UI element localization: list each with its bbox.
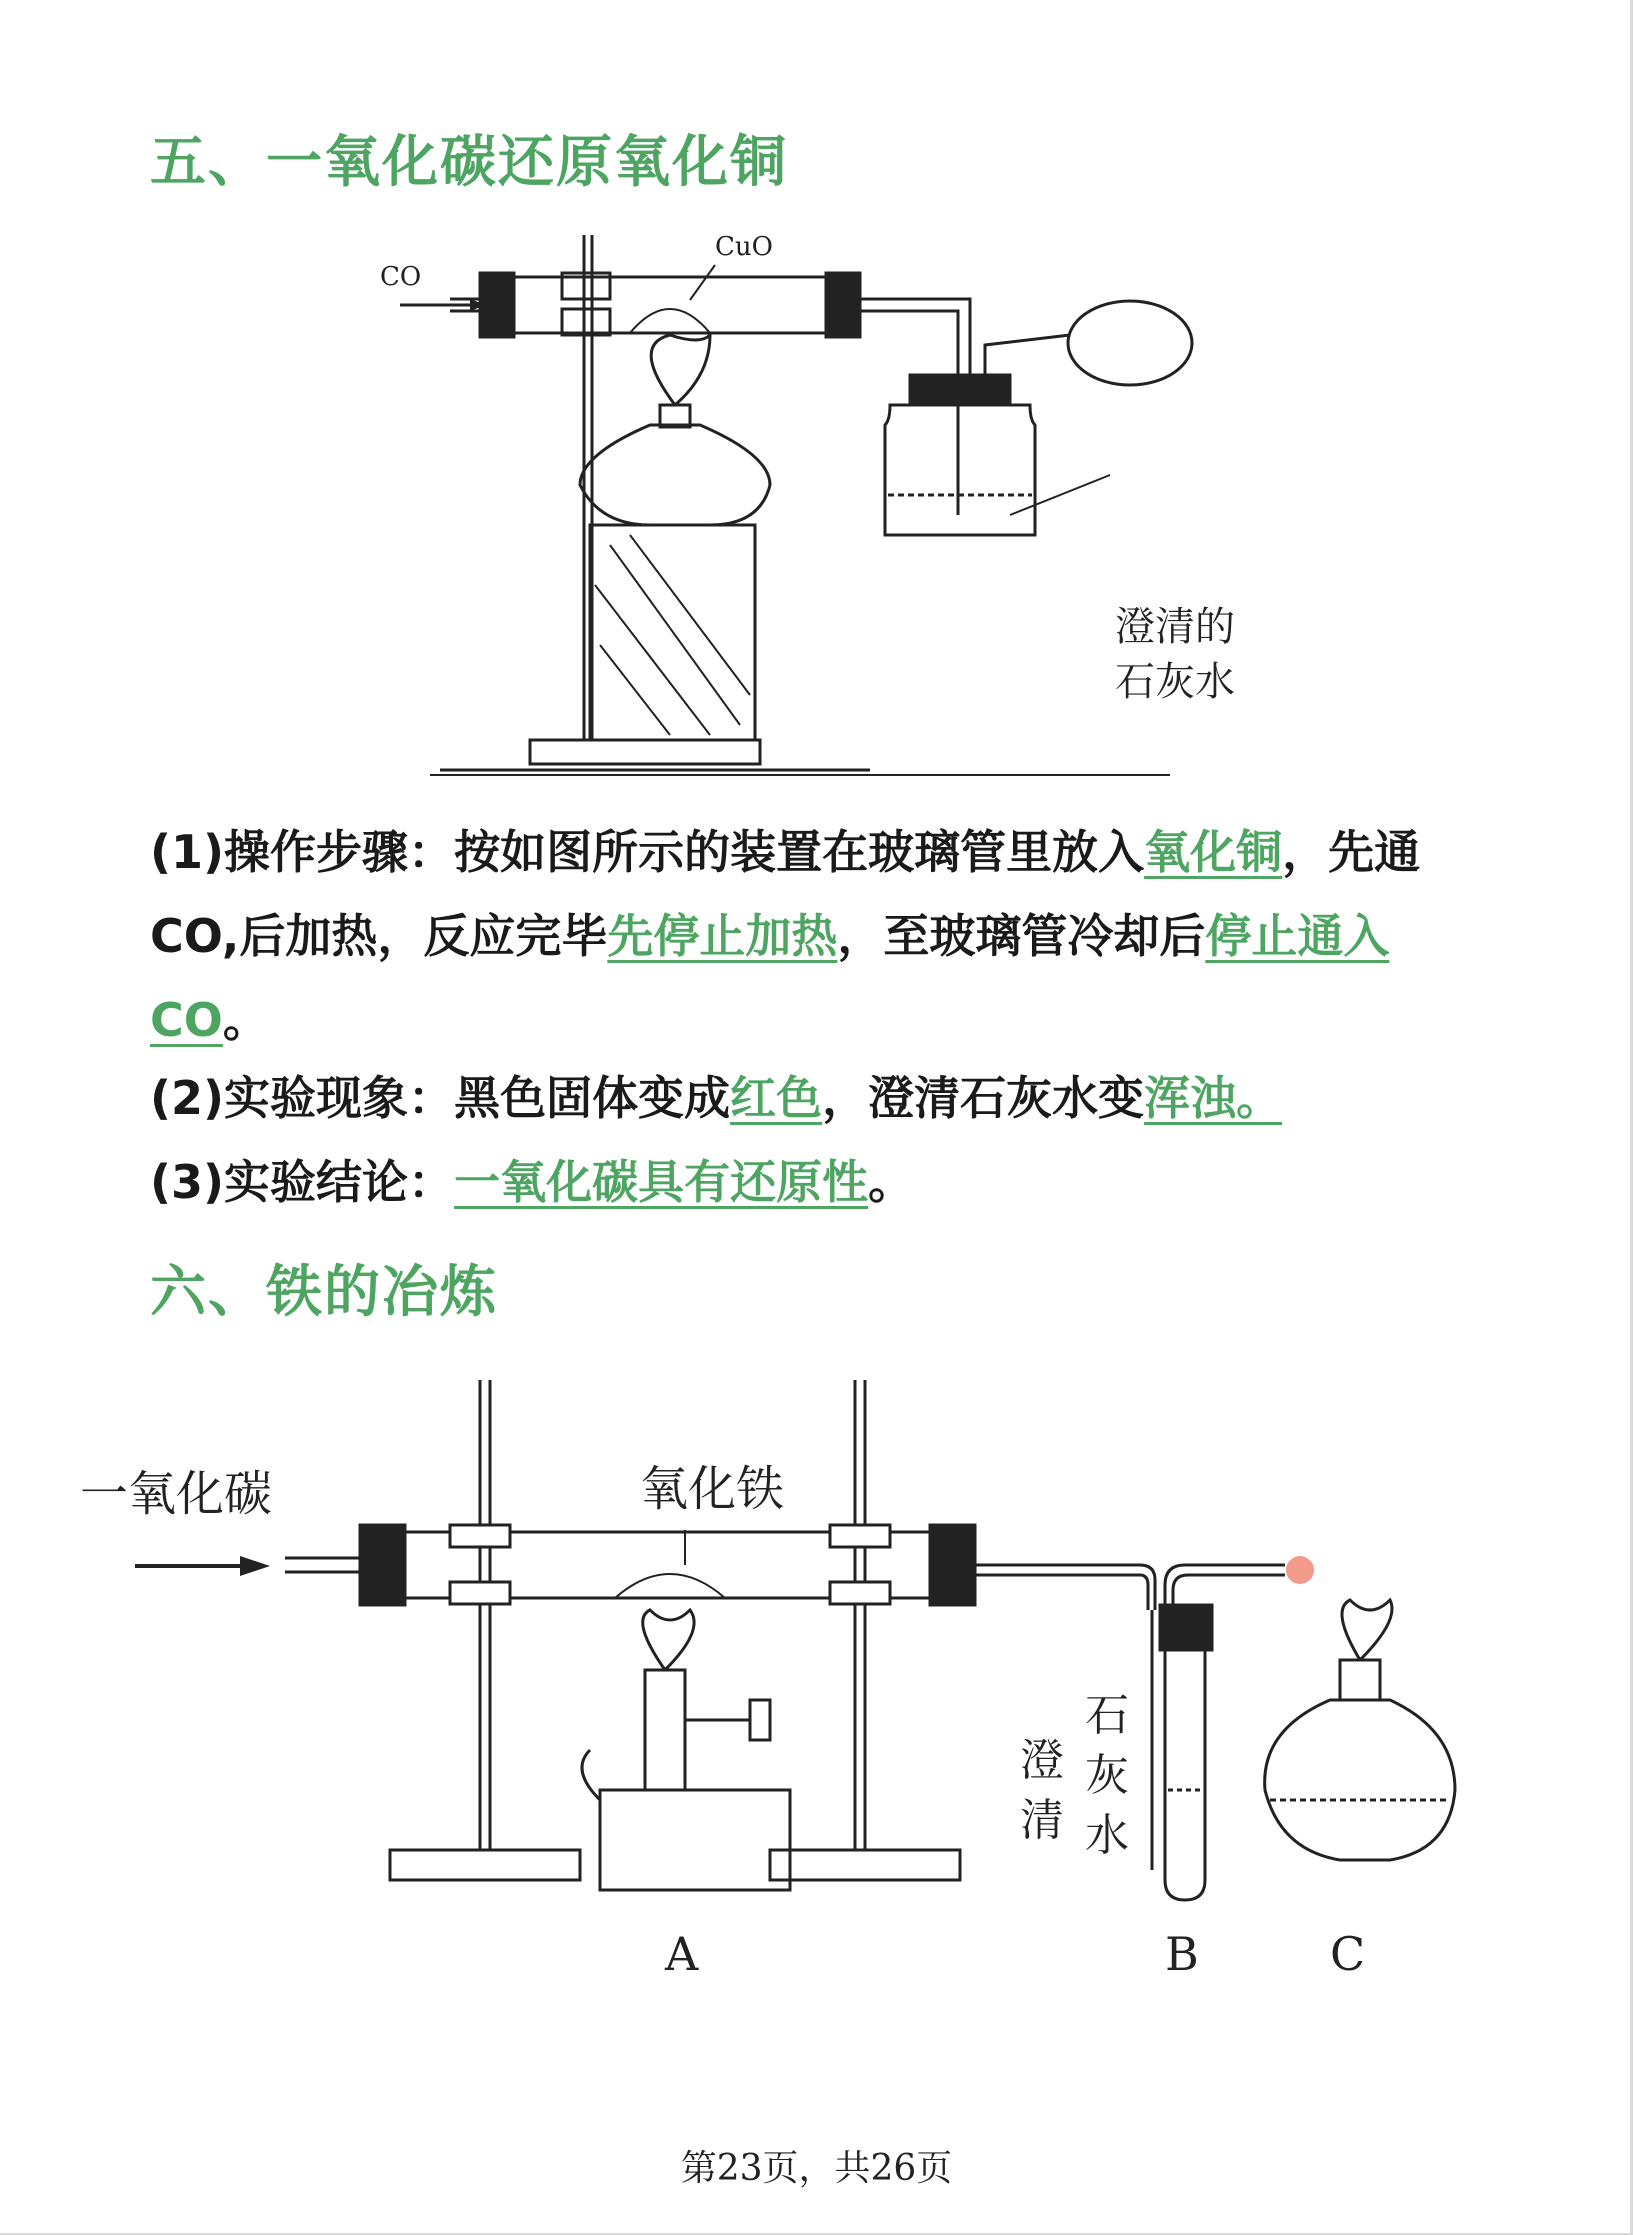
limewater-char-3: 水 [1085,1810,1129,1861]
steps-label: (1)操作步骤： [150,825,455,879]
answer-red: 红色 [730,1071,823,1125]
steps-text-3: ，至玻璃管冷却后 [837,909,1206,963]
answer-stop-heating-first: 先停止加热 [607,909,838,963]
steps-text-4: 。 [222,993,269,1047]
operation-steps [150,810,1510,1062]
limewater-label-line1: 澄清的 [1115,604,1235,650]
conclusion-text-1: 。 [868,1155,915,1209]
phenomenon-text-1: 黑色固体变成 [454,1071,731,1125]
answer-copper-oxide: 氧化铜 [1144,825,1283,879]
steps-text-1: 按如图所示的装置在玻璃管里放入 [454,825,1145,879]
phenomenon [150,1056,1510,1140]
answer-turbid: 浑浊。 [1144,1071,1283,1125]
clear-char-2: 清 [1020,1795,1064,1846]
section5-heading: 五、一氧化碳还原氧化铜 [150,130,788,195]
apparatus-label-c: C [1330,1927,1366,1981]
conclusion-label: (3)实验结论： [150,1155,455,1209]
co-inlet-label: CO [380,262,422,292]
page-footer: 第23页，共26页 [680,2148,953,2189]
limewater-char-2: 灰 [1085,1750,1129,1801]
conclusion [150,1140,1510,1224]
co-cuo-apparatus-diagram [370,225,1300,785]
clear-char-1: 澄 [1020,1735,1064,1786]
phenomenon-label: (2)实验现象： [150,1071,455,1125]
limewater-label-line2: 石灰水 [1115,659,1235,705]
iron-oxide-label: 氧化铁 [640,1461,785,1517]
co-inlet-label: 一氧化碳 [80,1466,273,1522]
iron-smelting-apparatus-diagram [80,1370,1490,1990]
steps-text-2: ，先通 CO,后加热，反应完毕 [150,825,1421,963]
phenomenon-text-2: ，澄清石灰水变 [822,1071,1145,1125]
limewater-char-1: 石 [1085,1690,1129,1741]
answer-co-reducing: 一氧化碳具有还原性 [454,1155,869,1209]
answer-stop-co: 停止通入 CO [150,909,1390,1047]
section6-heading: 六、铁的冶炼 [150,1260,498,1325]
apparatus-label-b: B [1165,1927,1199,1981]
apparatus-label-a: A [665,1927,699,1981]
cuo-label: CuO [715,232,773,262]
